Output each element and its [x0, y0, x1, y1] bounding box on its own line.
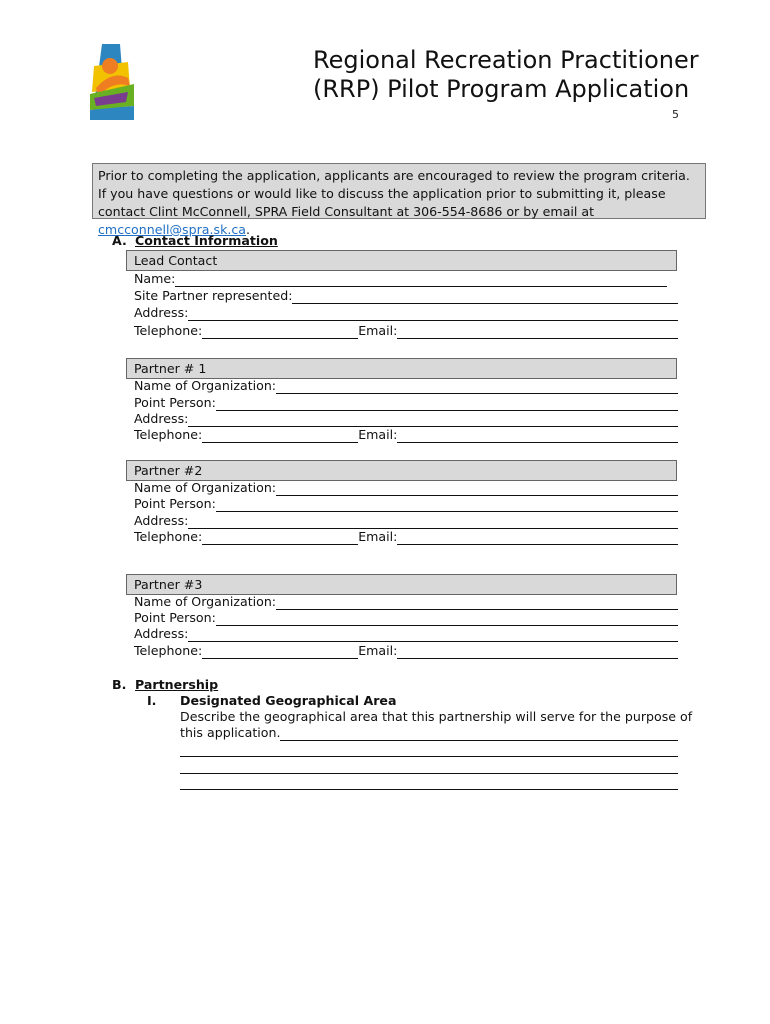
- lead-site-row: [134, 288, 678, 304]
- partner3-telephone-input[interactable]: [202, 645, 358, 659]
- partner1-org-label: Name of Organization:: [134, 378, 277, 393]
- partner3-org-input[interactable]: [276, 596, 678, 610]
- page-number: 5: [672, 108, 679, 121]
- section-b-item-numeral: I.: [147, 693, 157, 708]
- partner3-phone-row: [134, 643, 678, 659]
- partner1-address-row: [134, 411, 678, 427]
- partner1-point-label: Point Person:: [134, 395, 216, 410]
- intro-end: .: [246, 222, 251, 237]
- partner1-email-input[interactable]: [397, 429, 678, 443]
- partner2-org-input[interactable]: [276, 482, 678, 496]
- partner2-address-input[interactable]: [188, 515, 678, 529]
- section-a-letter: A.: [112, 233, 127, 248]
- partner3-address-input[interactable]: [188, 628, 678, 642]
- partner3-address-row: [134, 626, 678, 642]
- section-b-desc-row: [180, 725, 678, 741]
- partner1-org-input[interactable]: [276, 380, 678, 394]
- lead-phone-row: [134, 323, 678, 339]
- partner1-point-row: [134, 395, 678, 411]
- partner2-phone-row: [134, 529, 678, 545]
- partner1-address-input[interactable]: [188, 413, 678, 427]
- section-a-title: Contact Information: [135, 233, 278, 248]
- partner1-phone-row: [134, 427, 678, 443]
- partner1-header: Partner # 1: [126, 358, 677, 379]
- geo-area-input-4[interactable]: [180, 789, 678, 790]
- lead-site-input[interactable]: [292, 290, 678, 304]
- partner3-address-label: Address:: [134, 626, 189, 641]
- partner2-point-input[interactable]: [216, 498, 678, 512]
- partner2-org-row: [134, 480, 678, 496]
- lead-email-label: Email:: [358, 323, 398, 338]
- partner3-org-label: Name of Organization:: [134, 594, 277, 609]
- partner3-point-input[interactable]: [216, 612, 678, 626]
- lead-name-input[interactable]: [175, 273, 537, 287]
- title-line-2: (RRP) Pilot Program Application: [313, 75, 690, 103]
- partner1-telephone-label: Telephone:: [134, 427, 203, 442]
- partner3-org-row: [134, 594, 678, 610]
- contact-email-link[interactable]: cmcconnell@spra.sk.ca: [98, 222, 247, 237]
- partner2-telephone-label: Telephone:: [134, 529, 203, 544]
- partner3-email-label: Email:: [358, 643, 398, 658]
- geo-area-input-2[interactable]: [180, 756, 678, 757]
- lead-contact-header: Lead Contact: [126, 250, 677, 271]
- partner3-telephone-label: Telephone:: [134, 643, 203, 658]
- lead-address-row: [134, 305, 678, 321]
- partner2-address-label: Address:: [134, 513, 189, 528]
- section-b-letter: B.: [112, 677, 127, 692]
- page-title: [313, 46, 733, 104]
- section-b-item-title: Designated Geographical Area: [180, 693, 397, 708]
- partner2-email-label: Email:: [358, 529, 398, 544]
- partner3-point-label: Point Person:: [134, 610, 216, 625]
- lead-email-input[interactable]: [397, 325, 678, 339]
- lead-site-label: Site Partner represented:: [134, 288, 293, 303]
- partner1-org-row: [134, 378, 678, 394]
- partner2-header: Partner #2: [126, 460, 677, 481]
- partner3-header: Partner #3: [126, 574, 677, 595]
- intro-notice: [92, 163, 706, 237]
- geo-area-input-1[interactable]: [280, 727, 678, 741]
- lead-address-label: Address:: [134, 305, 189, 320]
- partner1-telephone-input[interactable]: [202, 429, 358, 443]
- partner2-point-row: [134, 496, 678, 512]
- lead-telephone-label: Telephone:: [134, 323, 203, 338]
- section-b-title: Partnership: [135, 677, 219, 692]
- partner3-email-input[interactable]: [397, 645, 678, 659]
- partner2-address-row: [134, 513, 678, 529]
- lead-name-label: Name:: [134, 271, 176, 286]
- logo-head: [102, 58, 118, 74]
- lead-name-row: [134, 271, 672, 287]
- spra-logo: [88, 44, 136, 120]
- partner2-org-label: Name of Organization:: [134, 480, 277, 495]
- lead-telephone-input[interactable]: [202, 325, 358, 339]
- partner2-telephone-input[interactable]: [202, 531, 358, 545]
- title-line-1: Regional Recreation Practitioner: [313, 46, 699, 74]
- geo-area-input-3[interactable]: [180, 773, 678, 774]
- partner1-point-input[interactable]: [216, 397, 678, 411]
- partner1-address-label: Address:: [134, 411, 189, 426]
- section-b-item-desc-1: Describe the geographical area that this partnership will serve for the purpose of: [180, 709, 693, 724]
- partner1-email-label: Email:: [358, 427, 398, 442]
- intro-text: Prior to completing the application, applicants are encouraged to review the program criteria. If you have questions or would like to discuss the application prior to submitting it, please contact Clint McConnell, SPRA Field Consultant at 306-554-8686 or by email at: [98, 168, 690, 219]
- partner2-point-label: Point Person:: [134, 496, 216, 511]
- lead-address-input[interactable]: [188, 307, 678, 321]
- partner3-point-row: [134, 610, 678, 626]
- lead-name-input-2[interactable]: [537, 273, 667, 287]
- section-b-item-desc-2: this application.: [180, 725, 281, 740]
- partner2-email-input[interactable]: [397, 531, 678, 545]
